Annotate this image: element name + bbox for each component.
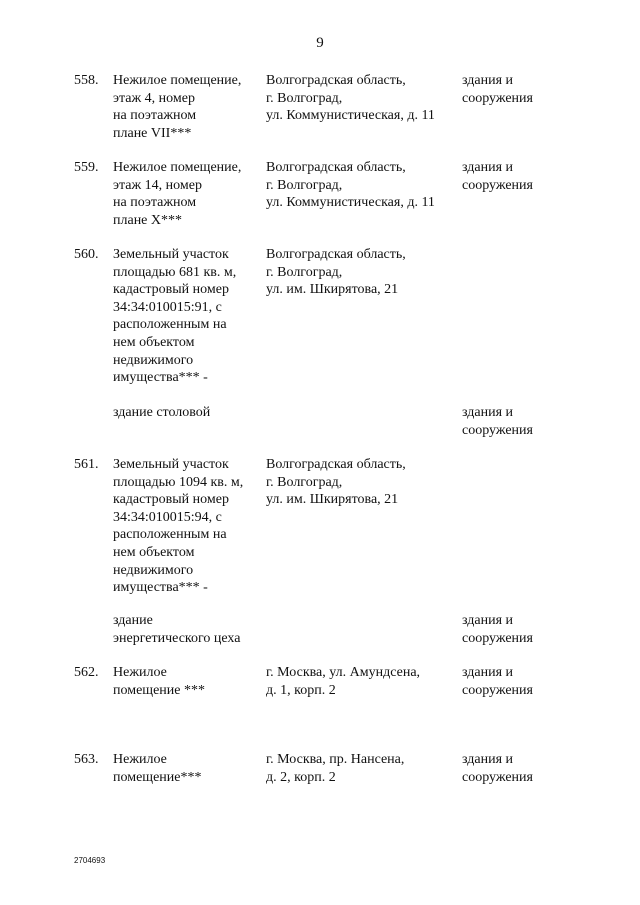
entry-name: Нежилое помещение, этаж 4, номер на поэтажном плане VII***	[113, 73, 242, 141]
entry-number: 559.	[74, 160, 99, 175]
entry-name: здание энергетического цеха	[113, 613, 241, 646]
entry-address: Волгоградская область, г. Волгоград, ул. им. Шкирятова, 21	[266, 457, 406, 508]
entry-number: 561.	[74, 457, 99, 472]
entry-name: Земельный участок площадью 1094 кв. м, кадастровый номер 34:34:010015:94, с расположенным на нем объектом недвижимого имущества*** -	[113, 457, 244, 596]
entry-name: здание столовой	[113, 405, 211, 420]
entry-category: здания и сооружения	[462, 405, 533, 438]
entry-category: здания и сооружения	[462, 160, 533, 193]
entry-address: г. Москва, пр. Нансена, д. 2, корп. 2	[266, 752, 405, 785]
entry-address: Волгоградская область, г. Волгоград, ул. им. Шкирятова, 21	[266, 247, 406, 298]
entry-address: Волгоградская область, г. Волгоград, ул. Коммунистическая, д. 11	[266, 160, 435, 211]
entry-number: 563.	[74, 752, 99, 767]
document-code: 2704693	[74, 856, 106, 865]
entry-category: здания и сооружения	[462, 752, 533, 785]
entry-number: 560.	[74, 247, 99, 262]
entry-category: здания и сооружения	[462, 73, 533, 106]
entry-address: г. Москва, ул. Амундсена, д. 1, корп. 2	[266, 665, 421, 698]
entry-name: Нежилое помещение ***	[113, 665, 205, 698]
entry-number: 562.	[74, 665, 99, 680]
entry-address: Волгоградская область, г. Волгоград, ул. Коммунистическая, д. 11	[266, 73, 435, 124]
entry-number: 558.	[74, 73, 99, 88]
entry-name: Нежилое помещение, этаж 14, номер на поэтажном плане X***	[113, 160, 242, 228]
entry-name: Земельный участок площадью 681 кв. м, кадастровый номер 34:34:010015:91, с расположенным на нем объектом недвижимого имущества*** -	[113, 247, 237, 386]
entry-category: здания и сооружения	[462, 665, 533, 698]
entry-category: здания и сооружения	[462, 613, 533, 646]
page-number: 9	[316, 35, 324, 51]
entry-name: Нежилое помещение***	[113, 752, 202, 785]
